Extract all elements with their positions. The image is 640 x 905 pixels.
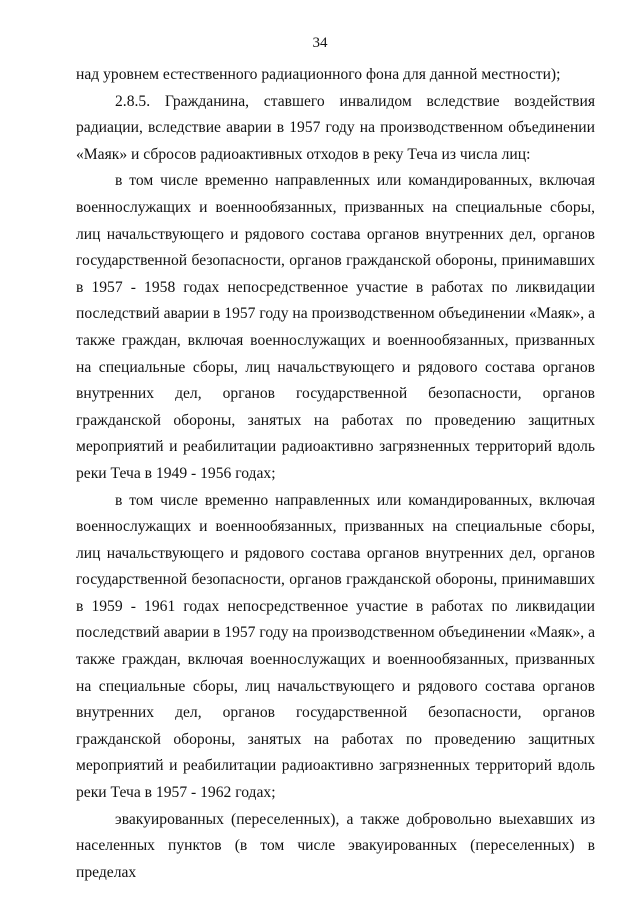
paragraph-1959-1961: в том числе временно направленных или командированных, включая военнослужащих и военнообязанных, призванных на специальные сборы, лиц начальствующего и рядового состава органов внутренних дел, органов государственной безопасности, органов гражданской обороны, принимавших в 1959 - 1961 годах непосредственное участие в работах по ликвидации последствий аварии в 1957 году на производственном объединении «Маяк», а также граждан, включая военнослужащих и военнообязанных, призванных на специальные сборы, лиц начальствующего и рядового состава органов внутренних дел, органов государственной безопасности, органов гражданской обороны, занятых на работах по проведению защитных мероприятий и реабилитации радиоактивно загрязненных территорий вдоль реки Теча в 1957 - 1962 годах; <box>76 491 595 802</box>
paragraph-1957-1958: в том числе временно направленных или командированных, включая военнослужащих и военнообязанных, призванных на специальные сборы, лиц начальствующего и рядового состава органов внутренних дел, органов государственной безопасности, органов гражданской обороны, принимавших в 1957 - 1958 годах непосредственное участие в работах по ликвидации последствий аварии в 1957 году на производственном объединении «Маяк», а также граждан, включая военнослужащих и военнообязанных, призванных на специальные сборы, лиц начальствующего и рядового состава органов внутренних дел, органов государственной безопасности, органов гражданской обороны, занятых на работах по проведению защитных мероприятий и реабилитации радиоактивно загрязненных территорий вдоль реки Теча в 1949 - 1956 годах; <box>76 172 595 482</box>
paragraph-continuation: над уровнем естественного радиационного фона для данной местности); <box>76 66 561 83</box>
paragraph-clause-2-8-5: 2.8.5. Гражданина, ставшего инвалидом вследствие воздействия радиации, вследствие аварии в 1957 году на производственном объединении «Маяк» и сбросов радиоактивных отходов в реку Теча из числа лиц: <box>76 92 595 163</box>
document-body <box>76 62 595 886</box>
paragraph-evacuated: эвакуированных (переселенных), а также добровольно выехавших из населенных пунктов (в том числе эвакуированных (переселенных) в пределах <box>76 810 595 881</box>
page-number: 34 <box>312 35 328 51</box>
